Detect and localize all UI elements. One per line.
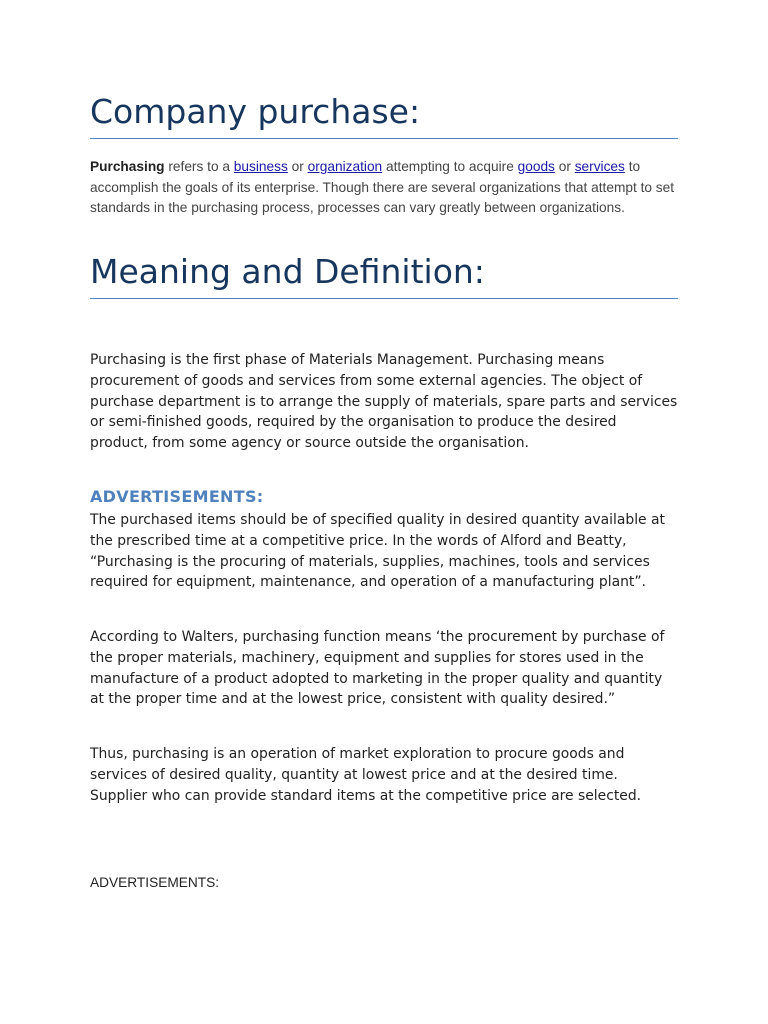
heading-company-purchase: Company purchase: <box>90 92 678 139</box>
advertisements-footer-label: ADVERTISEMENTS: <box>90 875 220 890</box>
advertisements-heading: ADVERTISEMENTS: <box>90 487 264 506</box>
paragraph-walters: According to Walters, purchasing function means ‘the procurement by purchase of the proper materials, machinery, equipment and supplies for stores used in the manufacture of a product adopted to marketing in the proper quality and quantity at the proper time and at the lowest price, consistent with quality desired.” <box>90 629 665 708</box>
intro-paragraph <box>90 157 678 219</box>
intro-text-a: refers to a <box>164 159 234 174</box>
paragraph-meaning: Purchasing is the first phase of Materials Management. Purchasing means procurement of goods and services from some external agencies. The object of purchase department is to arrange the supply of materials, spare parts and services or semi-finished goods, required by the organisation to produce the desired product, from some agency or source outside the organisation. <box>90 352 678 452</box>
intro-text-e: to accomplish the goals of its enterprise. Though there are several organizations that attempt to set standards in the purchasing process, processes can vary greatly between organizations. <box>90 159 675 215</box>
bold-term-purchasing: Purchasing <box>90 159 165 174</box>
intro-text-c: attempting to acquire <box>382 159 518 174</box>
link-services[interactable]: services <box>574 159 625 174</box>
link-goods[interactable]: goods <box>517 159 555 174</box>
intro-text-d: or <box>554 159 575 174</box>
intro-text-b: or <box>287 159 308 174</box>
link-organization[interactable]: organization <box>307 159 383 174</box>
paragraph-conclusion: Thus, purchasing is an operation of market exploration to procure goods and services of desired quality, quantity at lowest price and at the desired time. Supplier who can provide standard items at the competitive price are selected. <box>90 746 642 804</box>
link-business[interactable]: business <box>233 159 288 174</box>
paragraph-alford-beatty: The purchased items should be of specified quality in desired quantity available at the prescribed time at a competitive price. In the words of Alford and Beatty, “Purchasing is the procuring of materials, supplies, machines, tools and services required for equipment, maintenance, and operation of a manufacturing plant”. <box>90 512 665 591</box>
heading-meaning-definition: Meaning and Definition: <box>90 252 678 299</box>
